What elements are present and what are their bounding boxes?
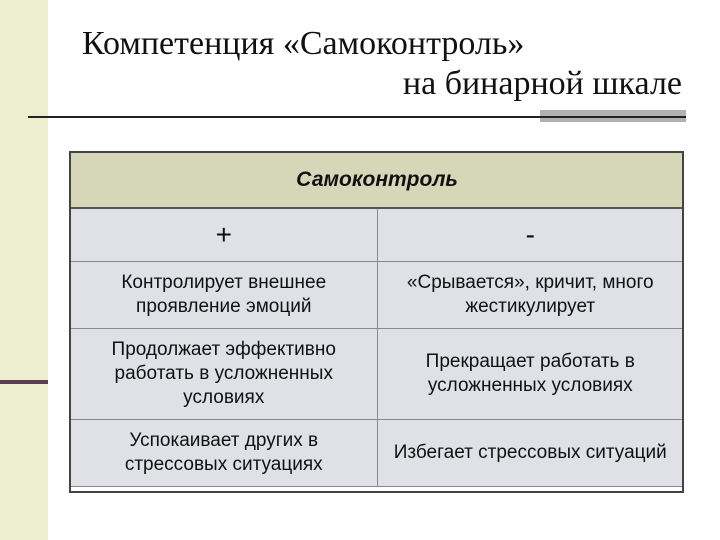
left-bar-accent-line — [0, 380, 48, 384]
table-header-cell: Самоконтроль — [71, 153, 684, 209]
left-decorative-bar — [0, 0, 48, 540]
table-header-row — [71, 153, 684, 209]
plus-column-header: + — [71, 208, 378, 262]
negative-behavior-cell: «Срывается», кричит, много жестикулирует — [377, 262, 684, 329]
slide-title — [72, 24, 682, 104]
title-underline-rule — [28, 116, 686, 118]
slide-title-line-1: Компетенция «Самоконтроль» — [82, 25, 525, 62]
positive-behavior-cell: Контролирует внешнее проявление эмоций — [71, 262, 378, 329]
table-row — [71, 420, 684, 487]
slide-title-line-2: на бинарной шкале — [402, 65, 682, 102]
minus-column-header: - — [377, 208, 684, 262]
positive-behavior-cell: Успокаивает других в стрессовых ситуациях — [71, 420, 378, 487]
negative-behavior-cell: Избегает стрессовых ситуаций — [377, 420, 684, 487]
positive-behavior-cell: Продолжает эффективно работать в усложненных условиях — [71, 329, 378, 420]
table-row — [71, 329, 684, 420]
negative-behavior-cell: Прекращает работать в усложненных условиях — [377, 329, 684, 420]
table-row — [71, 262, 684, 329]
binary-scale-table — [70, 152, 684, 487]
table-sign-row — [71, 208, 684, 262]
